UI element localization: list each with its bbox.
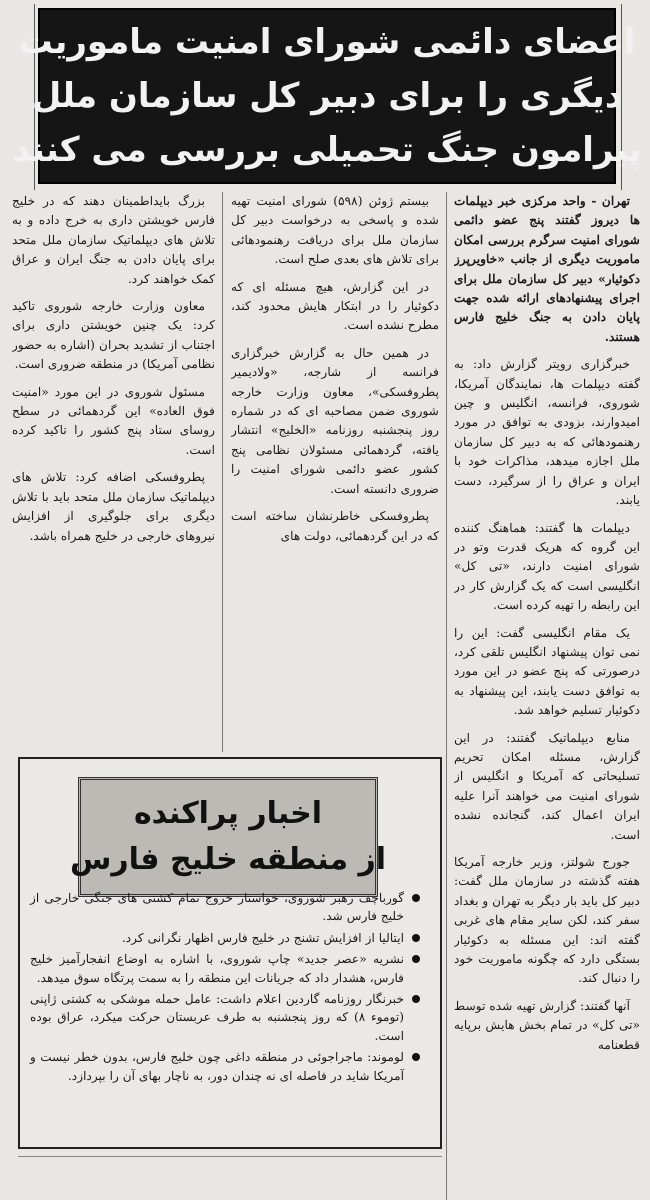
news-briefs-title-line-2: از منطقه خلیج فارس: [69, 842, 387, 877]
article-paragraph: منابع دیپلماتیک گفتند: در این گزارش، مسئله امکان تحریم تسلیحاتی که آمریکا و انگلیس از شورای امنیت می خواهند آنرا علیه ایران اعمال کند، گنجانده نشده است.: [454, 730, 640, 842]
news-brief-item: [30, 1048, 422, 1085]
news-briefs-list: [30, 889, 422, 1088]
article-paragraph: پطروفسکی خاطرنشان ساخته است که در این گردهمائی، دولت های: [231, 509, 439, 543]
article-paragraph: تهران - واحد مرکزی خبر دیپلمات ها دیروز گفتند پنج عضو دائمی شورای امنیت سرگرم بررسی امکان ماموریت دیگری از جانب «خاویرپرز دکوئیار» دبیر کل سازمان ملل برای اجرای پیشنهادهای ارائه شده جهت پایان دادن به جنگ خلیج فارس هستند.: [454, 194, 640, 344]
news-briefs-box: [18, 757, 442, 1149]
article-column-middle: [231, 192, 439, 748]
bottom-rule: [18, 1156, 442, 1157]
column-rule-right: [446, 192, 447, 1200]
bullet-icon: [412, 1053, 420, 1061]
article-paragraph: پطروفسکی اضافه کرد: تلاش های دیپلماتیک سازمان ملل متحد باید با تلاش دیگری برای جلوگیری از افزایش نیروهای خارجی در خلیج همراه باشد.: [12, 470, 215, 543]
news-brief-text: گورباچف رهبر شوروی، خواستار خروج تمام کشتی های جنگی خارجی از خلیج فارس شد.: [30, 891, 404, 924]
column-rule-left: [222, 192, 223, 752]
news-briefs-title-line-1: اخبار پراکنده: [133, 796, 323, 831]
headline-line-2: دیگری را برای دبیر کل سازمان ملل: [31, 76, 623, 116]
article-paragraph: دیپلمات ها گفتند: هماهنگ کننده این گروه که هریک قدرت وتو در شورای امنیت دارند، «تی کل» انگلیسی است که یک گزارش کار در این رابطه را تهیه کرده است.: [454, 520, 640, 613]
news-briefs-title: [69, 777, 387, 897]
article-paragraph: در این گزارش، هیچ مسئله ای که دکوئیار را در ابتکار هایش محدود کند، مطرح نشده است.: [231, 279, 439, 333]
bullet-icon: [412, 995, 420, 1003]
article-paragraph: خبرگزاری رویتر گزارش داد: به گفته دیپلمات ها، نمایندگان آمریکا، شوروی، فرانسه، انگلیس و چین امیدوارند، بزودی به توافق در مورد رهنمودهائی که به دبیر کل سازمان ملل اجازه میدهد، مذاکرات خود با ایران و عراق را از سرگیرد، دست یابند.: [454, 357, 640, 508]
bullet-icon: [412, 955, 420, 963]
article-paragraph: مسئول شوروی در این مورد «امنیت فوق العاده» این گردهمائی در سطح روسای ستاد پنج کشور را تاکید کرده است.: [12, 384, 215, 457]
article-paragraph: معاون وزارت خارجه شوروی تاکید کرد: یک چنین خویشتن داری برای اجتناب از تشدید بحران (اشاره به حضور نظامی آمریکا) در منطقه ضروری است.: [12, 299, 215, 372]
news-brief-item: [30, 990, 422, 1045]
news-brief-item: [30, 929, 422, 947]
article-column-left: [12, 192, 215, 748]
article-paragraph: یک مقام انگلیسی گفت: این را نمی توان پیشنهاد انگلیس تلقی کرد، درصورتی که پنج عضو در این مورد به توافق دست یابند، این پیشنهاد به دکوئیار تسلیم خواهد شد.: [454, 625, 640, 718]
article-paragraph: بزرگ بایداطمینان دهند که در خلیج فارس خویشتن داری به خرج داده و به تلاش های دیپلماتیک سازمان ملل متحد برای پایان دادن به جنگ ایران و عراق کمک خواهند کرد.: [12, 194, 215, 286]
news-brief-text: نشریه «عصر جدید» چاپ شوروی، با اشاره به اوضاع انفجارآمیز خلیج فارس، هشدار داد که جریانات این منطقه را به سمت پرتگاه سوق میدهد.: [30, 952, 404, 985]
bullet-icon: [412, 894, 420, 902]
headline-line-3: پیرامون جنگ تحمیلی بررسی می کنند: [12, 130, 642, 170]
news-brief-text: خبرنگار روزنامه گاردین اعلام داشت: عامل حمله موشکی به کشتی ژاپنی (توموء ۸) که روز پنجشنبه به طرف عربستان حرکت میکرد، عراق بوده است.: [30, 992, 404, 1043]
headline-line-1: اعضای دائمی شورای امنیت ماموریت: [18, 22, 636, 62]
bullet-icon: [412, 934, 420, 942]
news-brief-item: [30, 950, 422, 987]
article-paragraph: در همین حال به گزارش خبرگزاری فرانسه از شارجه، «ولادیمیر پطروفسکی»، معاون وزارت خارجه شوروی ضمن مصاحبه ای که در شماره روز پنجشنبه روزنامه «الخلیج» انتشار یافته، گردهمائی مسئولان نظامی پنج کشور عضو دائمی شورای امنیت را ضروری دانسته است.: [231, 345, 439, 496]
headline-banner: [12, 8, 642, 184]
article-paragraph: جورج شولتز، وزیر خارجه آمریکا هفته گذشته در سازمان ملل گفت: دبیر کل باید بار دیگر به تهران و بغداد سفر کند، لکن سایر مقام های غربی گفته اند: این مسئله به دکوئیار بستگی دارد که چگونه ماموریت خود را دنبال کند.: [454, 855, 640, 986]
article-paragraph: آنها گفتند: گزارش تهیه شده توسط «تی کل» در تمام بخش هایش برپایه قطعنامه: [454, 998, 640, 1052]
article-column-right: [454, 192, 640, 1200]
news-brief-text: لوموند: ماجراجوئی در منطقه داغی چون خلیج فارس، بدون خطر نیست و آمریکا شاید در فاصله ای نه چندان دور، به ناچار بهای آن را بپردازد.: [30, 1050, 404, 1083]
news-brief-item: [30, 889, 422, 926]
article-paragraph: بیستم ژوئن (۵۹۸) شورای امنیت تهیه شده و پاسخی به درخواست دبیر کل سازمان ملل برای دریافت رهنمودهائی برای تلاش های بعدی صلح است.: [231, 194, 439, 267]
news-brief-text: ایتالیا از افزایش تشنج در خلیج فارس اظهار نگرانی کرد.: [121, 930, 404, 945]
